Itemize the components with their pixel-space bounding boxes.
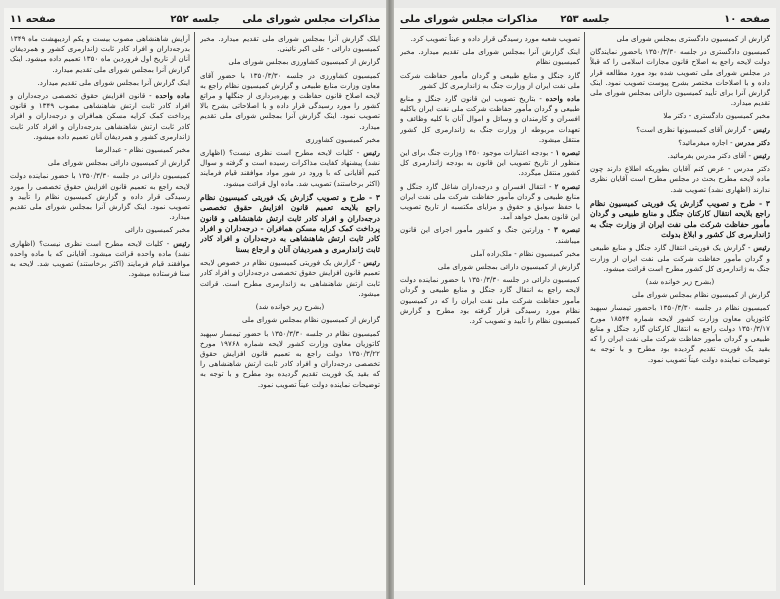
paragraph: گارد جنگل و منابع طبیعی و گردان مأمور حفاظت شرکت ملی نفت ایران از وزارت جنگ به ژاندارمری کل کشور — [400, 70, 580, 90]
speaker-paragraph — [590, 243, 770, 274]
speaker-name: رئیس — [753, 243, 770, 253]
paragraph: مخبر کمیسیون نظام - عبدالرضا — [95, 145, 190, 155]
speaker-name: رئیس — [363, 148, 380, 158]
speaker-paragraph — [400, 225, 580, 245]
session-label: جلسه ۲۵۳ — [560, 14, 610, 25]
speech-text: آقای دکتر مدرس بفرمائید. — [667, 151, 747, 161]
paragraph: گزارش از کمیسیون دارائی بمجلس شورای ملی — [47, 158, 190, 168]
paragraph: مخبر کمیسیون کشاورزی — [305, 134, 380, 144]
page-number: صفحه ۱۰ — [724, 14, 770, 25]
separator: - — [548, 148, 556, 158]
speech-text: وزارتین جنگ و کشور مأمور اجرای این قانون میباشند. — [400, 225, 580, 245]
paragraph: کمیسیون دارائی در جلسه ۱۳۵۰/۳/۳۰ با حضور نماینده دولت لایحه راجع به انتقال گارد جنگل و منابع طبیعی و گردان مأمور حفاظت شرکت ملی نفت ایران را که در کمیسیون نظام مورد رسیدگی قرار گرفته بود مطرح و گزارش کمیسیون نظام را تأیید و تصویب کرد. — [400, 275, 580, 326]
paragraph: کمیسیون دادگستری در جلسه ۱۳۵۰/۳/۳۰ باحضور نمایندگان دولت لایحه راجع به اصلاح قانون مجازات اسلامی را که قبلاً در مجلس شورای ملی تصویب شده بود مورد مطالعه قرار داده و با اصلاحات مختصر بشرح پیوست تصویب نمود. اینک گزارش آنرا برای تأیید کمیسیون دارائی بمجلس شورای ملی تقدیم میدارد. — [590, 47, 770, 108]
separator: - — [355, 258, 364, 268]
separator: - — [746, 151, 754, 161]
left-page-header — [10, 12, 380, 29]
speech-text: قانون افزایش حقوق تخصصی درجه‌داران و افراد کادر ثابت ارتش شاهنشاهی مصوب ۱۳۴۹ و قانون پرداخت کمک کرایه مسکن همافران و درجه‌داران و افراد کادر ثابت ارتش شاهنشاهی بدرجه‌داران و افراد کادر ثابت ژاندارمری کشور و همردیفان آنان تعمیم داده میشود. — [10, 91, 190, 141]
paragraph: مخبر کمیسیون نظام - ملک‌زاده آملی — [470, 248, 580, 258]
separator: - — [545, 181, 555, 191]
speaker-name: ماده واحده — [155, 91, 190, 101]
paragraph: کمیسیون کشاورزی در جلسه ۱۳۵۰/۳/۳۰ با حضور آقای معاون وزارت منابع طبیعی و گزارش کمیسیون نظام راجع به لایحه اصلاح قانون حفاظت و بهره‌برداری از جنگلها و مراتع کشور را مورد رسیدگی قرار داده و با اصلاحاتی بشرح بالا تصویب نمود. اینک گزارش آنرا بمجلس شورای ملی تقدیم میدارد. — [200, 70, 380, 131]
session-label: جلسه ۲۵۲ — [170, 14, 220, 25]
speech-text: اجازه میفرمائید؟ — [678, 137, 728, 147]
speaker-name: رئیس — [173, 238, 190, 248]
paragraph: تصویب شعبه مورد رسیدگی قرار داده و عیناً تصویب کرد. — [410, 34, 580, 43]
separator: - — [745, 243, 754, 253]
speech-text: انتقال افسران و درجه‌داران شاغل گارد جنگل و منابع طبیعی و گردان مأمور حفاظت شرکت ملی نفت ایران با حفظ سوابق و حقوق و مزایای مکتسبه از تاریخ تصویب این قانون بعمل خواهد آمد. — [400, 181, 580, 222]
speech-text: گزارش یک فوریتی انتقال گارد جنگل و منابع طبیعی و گردان مأمور حفاظت شرکت ملی نفت ایران از وزارت جنگ به ژاندارمری کل کشور مطرح است قرائت میشود. — [590, 243, 770, 273]
right-page-header — [400, 12, 770, 29]
speaker-paragraph — [200, 148, 380, 189]
column-rule — [194, 32, 195, 585]
speech-text: کلیات لایحه مطرح است نظری نیست؟ (اظهاری نشد) ماده واحده قرائت میشود. آقایانی که با ماده واحده موافقند قیام فرمایند (اکثر برخاستند) تصویب شد. لایحه به سنا فرستاده میشود. — [10, 238, 190, 279]
speaker-paragraph — [590, 151, 770, 161]
page-number: صفحه ۱۱ — [10, 14, 56, 25]
speaker-name: دکتر مدرس — [734, 137, 770, 147]
speech-text: بتاریخ تصویب این قانون گارد جنگل و منابع طبیعی و گردان مأمور حفاظت شرکت ملی نفت ایران باکلیه افسران و کارمندان و وسائل و اموال آنان با کلیه وظائف و تعهدات مربوطه از وزارت جنگ به ژاندارمری کل کشور منتقل میشود. — [400, 94, 580, 144]
speaker-paragraph — [400, 182, 580, 223]
left-page — [4, 8, 386, 591]
paragraph: مخبر کمیسیون دارائی — [124, 225, 190, 235]
reading-note: (بشرح زیر خوانده شد) — [255, 302, 325, 312]
paragraph: آرایش شاهنشاهی مصوب بیست و یکم اردیبهشت ماه ۱۳۴۹ بدرجه‌داران و افراد کادر ثابت ژاندارمری کشور و همردیفان آنان از تاریخ اول فروردین ماه ۱۳۵۰ تعمیم داده میشود. اینک گزارش آنرا بمجلس شورای ملی تقدیم میدارد. — [10, 34, 190, 74]
speech-text: بودجه اعتبارات موجود ۱۳۵۰ وزارت جنگ برای این منظور از تاریخ تصویب این قانون به بودجه ژاندارمری کل کشور منتقل میگردد. — [400, 148, 580, 178]
left-page-column-right — [200, 34, 380, 585]
right-page — [394, 8, 776, 591]
left-page-column-left — [10, 34, 190, 585]
speaker-name: رئیس — [753, 124, 770, 134]
page-title: مذاکرات مجلس شورای ملی — [242, 14, 380, 25]
paragraph: کمیسیون نظام در جلسه ۱۳۵۰/۳/۳۰ باحضور تیمسار سپهبد کاتوزیان معاون وزارت کشور لایحه شماره ۱۸۵۴۴ مورخ ۱۳۵۰/۳/۱۷ دولت راجع به انتقال کارکنان گارد جنگل و منابع طبیعی و گردان مأمور حفاظت شرکت ملی نفت ایران را که بقید یک فوریت تقدیم گردیده بود مطرح و با توجه به توضیحات نماینده دولت عیناً تصویب نمود. — [590, 303, 770, 364]
paragraph: اینک گزارش آنرا بمجلس شورای ملی تقدیم میدارد. — [37, 77, 190, 87]
reading-note: (بشرح زیر خوانده شد) — [645, 277, 715, 287]
separator: - — [535, 94, 546, 104]
speech-text: گزارش یک فوریتی کمیسیون نظام در خصوص لایحه تعمیم قانون افزایش حقوق تخصصی درجه‌داران و افراد کادر ثابت ارتش شاهنشاهی به ژاندارمری مطرح است. قرائت میشود. — [200, 258, 380, 298]
speaker-name: تبصره ۲ — [554, 181, 580, 191]
separator: - — [162, 238, 174, 248]
speaker-name: رئیس — [753, 151, 770, 161]
speaker-paragraph — [10, 239, 190, 280]
paragraph: گزارش از کمیسیون دادگستری بمجلس شورای ملی — [616, 34, 770, 43]
speaker-paragraph — [400, 94, 580, 145]
speaker-name: ماده واحده — [545, 94, 580, 104]
paragraph: گزارش از کمیسیون دارائی بمجلس شورای ملی — [437, 262, 580, 272]
separator: - — [543, 225, 554, 235]
separator: - — [746, 124, 754, 134]
paragraph: گزارش از کمیسیون نظام بمجلس شورای ملی — [241, 315, 380, 325]
separator: - — [352, 148, 364, 158]
column-rule — [584, 32, 585, 585]
speaker-paragraph — [10, 91, 190, 142]
section-heading: ۳ - طرح و تصویب گزارش یک فوریتی کمیسیون نظام راجع بلایحه انتقال کارکنان جنگل و منابع طبیعی و گردان مأمور حفاظت شرکت ملی نفت ایران از وزارت جنگ به ژاندارمری کل کشور و ابلاغ بدولت — [590, 198, 770, 240]
speech-text: گزارش آقای کمیسیونها نظری است؟ — [636, 124, 747, 134]
separator: - — [145, 91, 156, 101]
speaker-name: تبصره ۳ — [553, 225, 580, 235]
speaker-name: تبصره ۱ — [555, 148, 580, 158]
paragraph: گزارش از کمیسیون نظام بمجلس شورای ملی — [631, 290, 770, 300]
speech-text: کلیات لایحه مطرح است نظری نیست؟ (اظهاری نشد) پیشنهاد کفایت مذاکرات رسیده است و گرفته و سوال کنیم آقایانی که با ورود در شور مواد موافقند قیام فرمایند (اکثر برخاستند) تصویب شد. ماده اول قرائت میشود. — [200, 148, 380, 188]
speaker-paragraph — [590, 125, 770, 135]
right-page-column-right — [590, 34, 770, 585]
paragraph: کمیسیون دارائی در جلسه ۱۳۵۰/۳/۳۰ با حضور نماینده دولت لایحه راجع به تعمیم قانون افزایش حقوق تخصصی را مورد رسیدگی قرار داده و گزارش کمیسیون نظام را تأیید و تصویب نمود. اینک گزارش آنرا بمجلس شورای ملی تقدیم میدارد. — [10, 171, 190, 222]
paragraph: ایلک گزارش آنرا بمجلس شورای ملی تقدیم میدارد. مخبر کمیسیون دارائی - علی اکبر نائینی. — [200, 34, 380, 54]
paragraph: اینک گزارش آنرا بمجلس شورای ملی تقدیم میدارد. مخبر کمیسیون نظام — [400, 47, 580, 67]
speaker-paragraph — [200, 258, 380, 299]
separator: - — [727, 137, 735, 147]
speaker-paragraph — [590, 138, 770, 148]
paragraph: دکتر مدرس - عرض کنم آقایان بطوریکه اطلاع دارند چون ماده لایحه مطرح بحث در مجلس مطرح است آقایان نظری ندارند (اظهاری نشد) تصویب شد. — [590, 164, 770, 194]
page-title: مذاکرات مجلس شورای ملی — [400, 14, 538, 25]
speaker-paragraph — [400, 148, 580, 179]
paragraph: مخبر کمیسیون دادگستری - دکتر ملا — [663, 111, 770, 121]
book-gutter — [386, 0, 394, 599]
paragraph: کمیسیون نظام در جلسه ۱۳۵۰/۳/۳۰ با حضور تیمسار سپهبد کاتوزیان معاون وزارت کشور لایحه شماره ۱۹۷۶۸ مورخ ۱۳۵۰/۳/۲۲ دولت راجع به تعمیم قانون افزایش حقوق تخصصی درجه‌داران و افراد کادر ثابت ارتش شاهنشاهی را که بقید یک فوریت تقدیم گردیده بود مطرح و با توجه به توضیحات نماینده دولت عیناً تصویب نمود. — [200, 328, 380, 389]
section-heading: ۳ - طرح و تصویب گزارش یک فوریتی کمیسیون نظام راجع بلایحه تعمیم قانون افزایش حقوق تخصصی درجه‌داران و افراد کادر ثابت ارتش شاهنشاهی و قانون پرداخت کمک کرایه مسکن همافران - درجه‌داران و افراد کادر ثابت ارتش شاهنشاهی به درجه‌داران و افراد کادر ثابت ژاندارمری و همردیفان آنان و ارجاع بسنا — [200, 192, 380, 254]
right-page-column-left — [400, 34, 580, 585]
paragraph: گزارش از کمیسیون کشاورزی بمجلس شورای ملی — [228, 57, 380, 67]
speaker-name: رئیس — [363, 258, 380, 268]
